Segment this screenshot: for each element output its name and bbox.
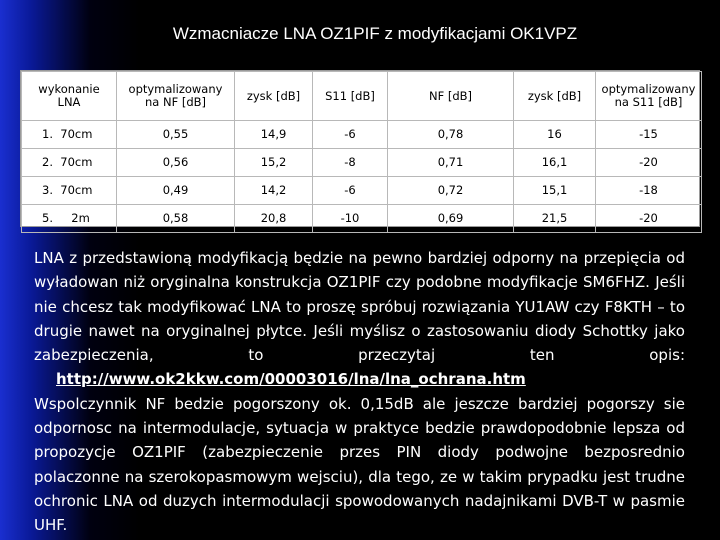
paragraph-nf-note: Wspolczynnik NF bedzie pogorszony ok. 0,15dB ale jeszcze bardziej pogorszy sie odpornosc na intermodulacje, sytuacja w praktyce bedzie prawdopodobnie lepsza od propozycje OZ1PIF (zabezpieczenie przes PIN diody podwojne bezposrednio polaczonne na szerokopasmowym wejsciu), dla tego, ze w takim prypadku jest trudne ochronic LNA od duzych intermodulacji spowodowanych nadajnikami DVB-T w pasmie UHF. — [34, 394, 685, 535]
table-cell: 15,1 — [514, 177, 596, 205]
table-cell: -10 — [313, 205, 388, 233]
table-cell: -8 — [313, 149, 388, 177]
lna-comparison-table — [20, 70, 700, 227]
slide-title: Wzmacniacze LNA OZ1PIF z modyfikacjami OK1VPZ — [172, 24, 578, 43]
table-header-row — [22, 72, 702, 121]
table-cell: 0,69 — [388, 205, 514, 233]
table-cell: 15,2 — [235, 149, 313, 177]
table-cell: -6 — [313, 177, 388, 205]
table-cell: 0,72 — [388, 177, 514, 205]
table-cell: 3. 70cm — [22, 177, 117, 205]
table-cell: 0,58 — [117, 205, 235, 233]
header-cell: zysk [dB] — [235, 72, 313, 121]
table-cell: 16,1 — [514, 149, 596, 177]
header-cell: zysk [dB] — [514, 72, 596, 121]
table-row — [22, 177, 702, 205]
table-cell: 5. 2m — [22, 205, 117, 233]
table-row — [22, 149, 702, 177]
table-cell: 1. 70cm — [22, 121, 117, 149]
header-cell: wykonanie LNA — [22, 72, 117, 121]
table-cell: 0,55 — [117, 121, 235, 149]
header-cell: optymalizowany na S11 [dB] — [596, 72, 702, 121]
table-cell: 2. 70cm — [22, 149, 117, 177]
table-cell: -6 — [313, 121, 388, 149]
table-cell: 0,56 — [117, 149, 235, 177]
table-cell: 21,5 — [514, 205, 596, 233]
table-cell: 14,2 — [235, 177, 313, 205]
paragraph-intro: LNA z przedstawioną modyfikacją będzie na pewno bardziej odporny na przepięcia od wyładowan niż oryginalna konstrukcja OZ1PIF czy podobne modyfikacje SM6FHZ. Jeśli nie chcesz tak modyfikować LNA to proszę spróbuj rozwiązania YU1AW czy F8KTH – to drugie nawet na oryginalnej płytce. Jeśli myślisz o zastosowaniu diody Schottky jako zabezpieczenia, to przeczytaj ten opis: — [34, 249, 685, 365]
table-cell: -18 — [596, 177, 702, 205]
table-row — [22, 205, 702, 233]
table-cell: 0,71 — [388, 149, 514, 177]
table-cell: 16 — [514, 121, 596, 149]
table-cell: 20,8 — [235, 205, 313, 233]
table-cell: 14,9 — [235, 121, 313, 149]
table-row — [22, 121, 702, 149]
body-text — [34, 246, 685, 538]
table-cell: -20 — [596, 205, 702, 233]
table-cell: 0,78 — [388, 121, 514, 149]
table-cell: 0,49 — [117, 177, 235, 205]
header-cell: S11 [dB] — [313, 72, 388, 121]
header-cell: optymalizowany na NF [dB] — [117, 72, 235, 121]
ok2kkw-link[interactable]: http://www.ok2kkw.com/00003016/lna/lna_ochrana.htm — [56, 370, 526, 389]
header-cell: NF [dB] — [388, 72, 514, 121]
table-cell: -15 — [596, 121, 702, 149]
table-cell: -20 — [596, 149, 702, 177]
